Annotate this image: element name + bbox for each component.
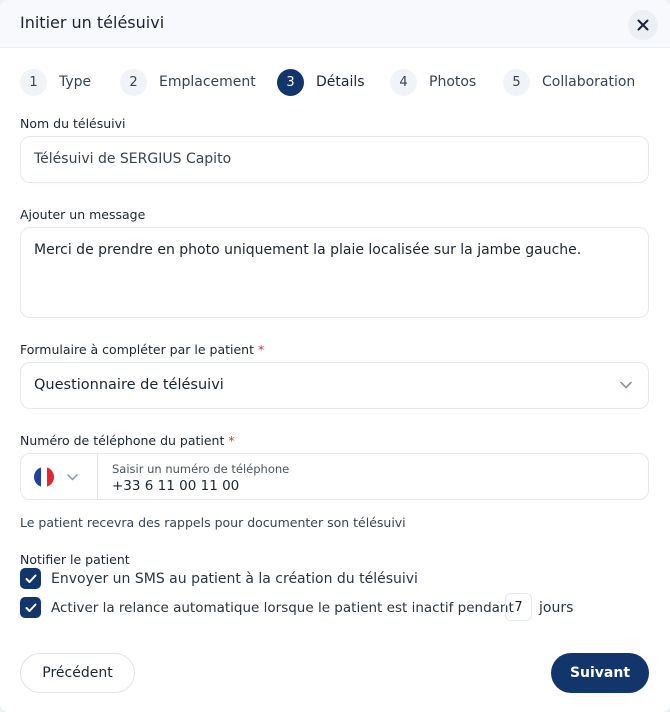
- step-label: Détails: [316, 74, 365, 90]
- step-details[interactable]: [277, 68, 365, 96]
- reminder-unit: jours: [539, 600, 574, 616]
- phone-label: [20, 433, 235, 448]
- phone-value: +33 6 11 00 11 00: [112, 478, 240, 494]
- name-input[interactable]: [20, 136, 649, 183]
- modal-title: Initier un télésuivi: [20, 13, 165, 32]
- modal-header: [0, 0, 670, 48]
- phone-input[interactable]: [98, 454, 648, 499]
- reminder-days-input[interactable]: 7: [505, 593, 532, 621]
- sms-checkbox-label: Envoyer un SMS au patient à la création du télésuivi: [51, 571, 418, 587]
- chevron-down-icon: [67, 474, 78, 481]
- message-value: Merci de prendre en photo uniquement la plaie localisée sur la jambe gauche.: [34, 242, 582, 258]
- questionnaire-label: [20, 342, 264, 357]
- phone-label-text: Numéro de téléphone du patient: [20, 433, 225, 448]
- step-number: 5: [503, 69, 530, 96]
- phone-field: [20, 453, 649, 500]
- reminder-checkbox-label: Activer la relance automatique lorsque le patient est inactif pendant: [51, 600, 514, 616]
- country-select[interactable]: [21, 454, 98, 500]
- step-collaboration[interactable]: [503, 68, 635, 96]
- step-label: Photos: [429, 74, 477, 90]
- step-emplacement[interactable]: [120, 68, 256, 96]
- step-number: 1: [20, 69, 47, 96]
- phone-placeholder: Saisir un numéro de téléphone: [112, 462, 290, 476]
- notify-label: Notifier le patient: [20, 552, 130, 567]
- checkmark-icon: [25, 603, 37, 613]
- required-mark: *: [258, 342, 265, 357]
- next-button[interactable]: Suivant: [551, 653, 649, 693]
- message-textarea[interactable]: [20, 227, 649, 318]
- previous-button[interactable]: Précédent: [20, 653, 135, 693]
- questionnaire-select[interactable]: [20, 362, 649, 409]
- required-mark: *: [228, 433, 235, 448]
- close-button[interactable]: [628, 10, 658, 40]
- step-number: 2: [120, 69, 147, 96]
- step-number: 3: [277, 69, 304, 96]
- step-photos[interactable]: [390, 68, 476, 96]
- step-type[interactable]: [20, 68, 91, 96]
- questionnaire-value: Questionnaire de télésuivi: [34, 377, 224, 393]
- reminder-hint: Le patient recevra des rappels pour documenter son télésuivi: [20, 515, 406, 530]
- name-label: Nom du télésuivi: [20, 116, 126, 131]
- close-icon: [637, 19, 649, 31]
- reminder-checkbox[interactable]: [20, 597, 41, 618]
- questionnaire-label-text: Formulaire à compléter par le patient: [20, 342, 255, 357]
- chevron-down-icon: [620, 381, 632, 389]
- step-label: Type: [59, 74, 92, 90]
- message-label: Ajouter un message: [20, 207, 146, 222]
- step-number: 4: [390, 69, 417, 96]
- checkmark-icon: [25, 574, 37, 584]
- step-label: Collaboration: [542, 74, 636, 90]
- france-flag-icon: [34, 467, 54, 487]
- name-value: Télésuivi de SERGIUS Capito: [34, 151, 232, 167]
- step-label: Emplacement: [159, 74, 256, 90]
- sms-checkbox[interactable]: [20, 568, 41, 589]
